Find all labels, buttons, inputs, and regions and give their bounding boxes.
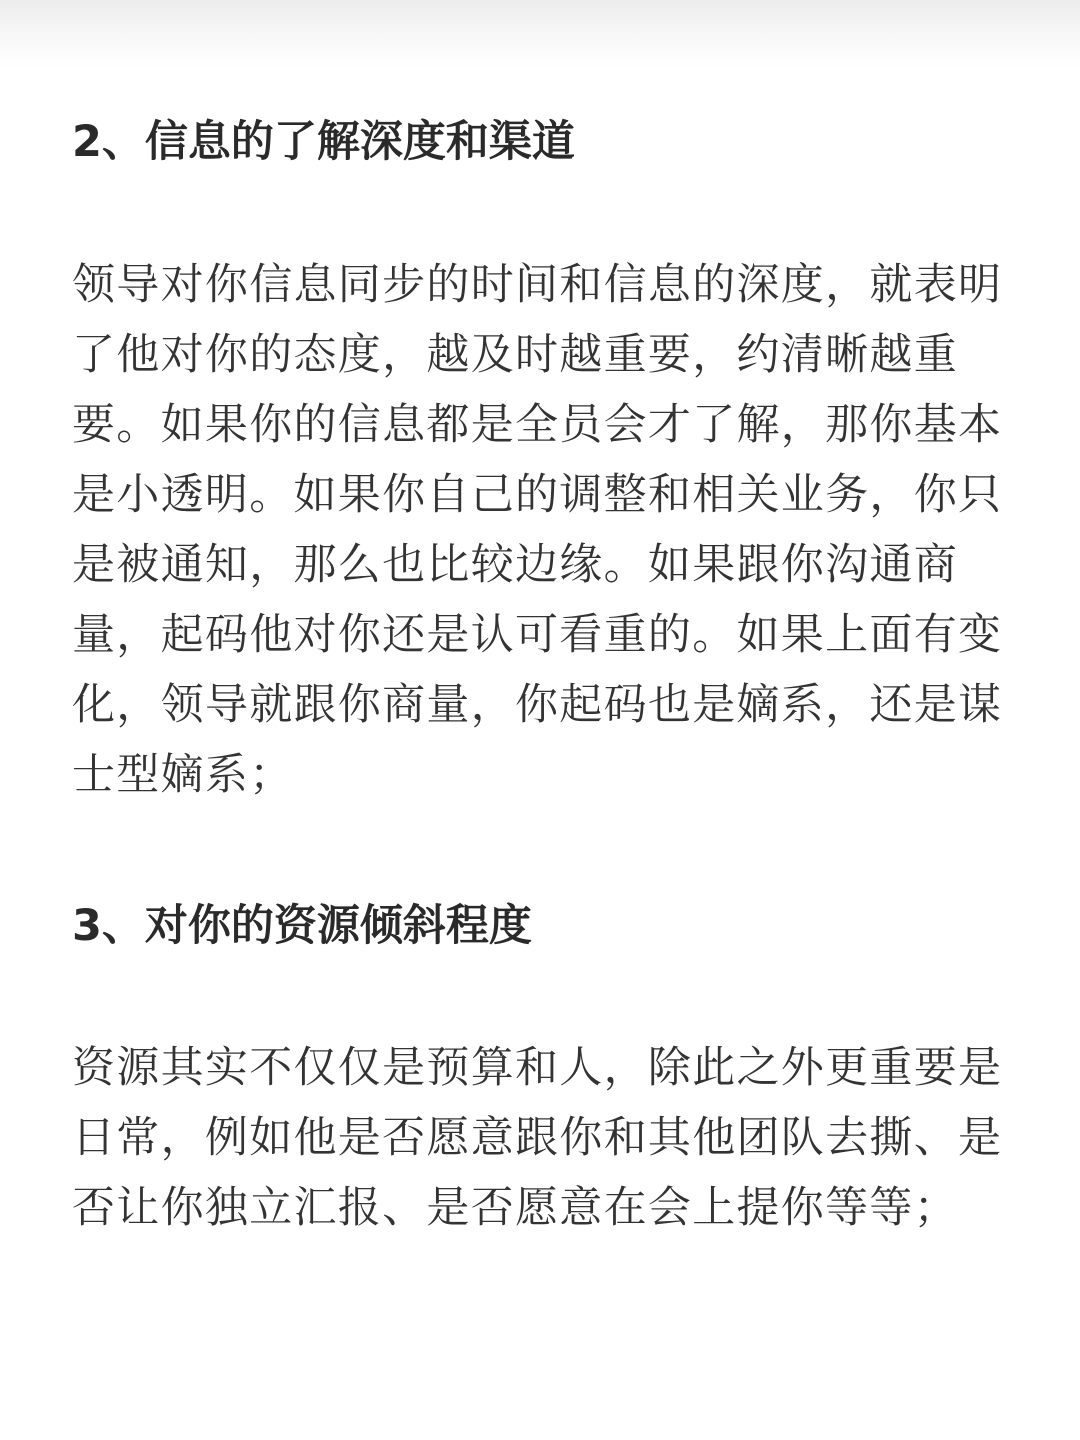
section-heading-2: 2、信息的了解深度和渠道 [72,117,575,167]
section-body-3: 资源其实不仅仅是预算和人，除此之外更重要是日常，例如他是否愿意跟你和其他团队去撕、是否让你独立汇报、是否愿意在会上提你等等； [72,1043,1003,1233]
section-body-2: 领导对你信息同步的时间和信息的深度，就表明了他对你的态度，越及时越重要，约清晰越重要。如果你的信息都是全员会才了解，那你基本是小透明。如果你自己的调整和相关业务，你只是被通知，那么也比较边缘。如果跟你沟通商量，起码他对你还是认可看重的。如果上面有变化，领导就跟你商量，你起码也是嫡系，还是谋士型嫡系； [72,260,1003,800]
section-heading-3: 3、对你的资源倾斜程度 [72,901,532,951]
top-fade [0,0,1080,70]
